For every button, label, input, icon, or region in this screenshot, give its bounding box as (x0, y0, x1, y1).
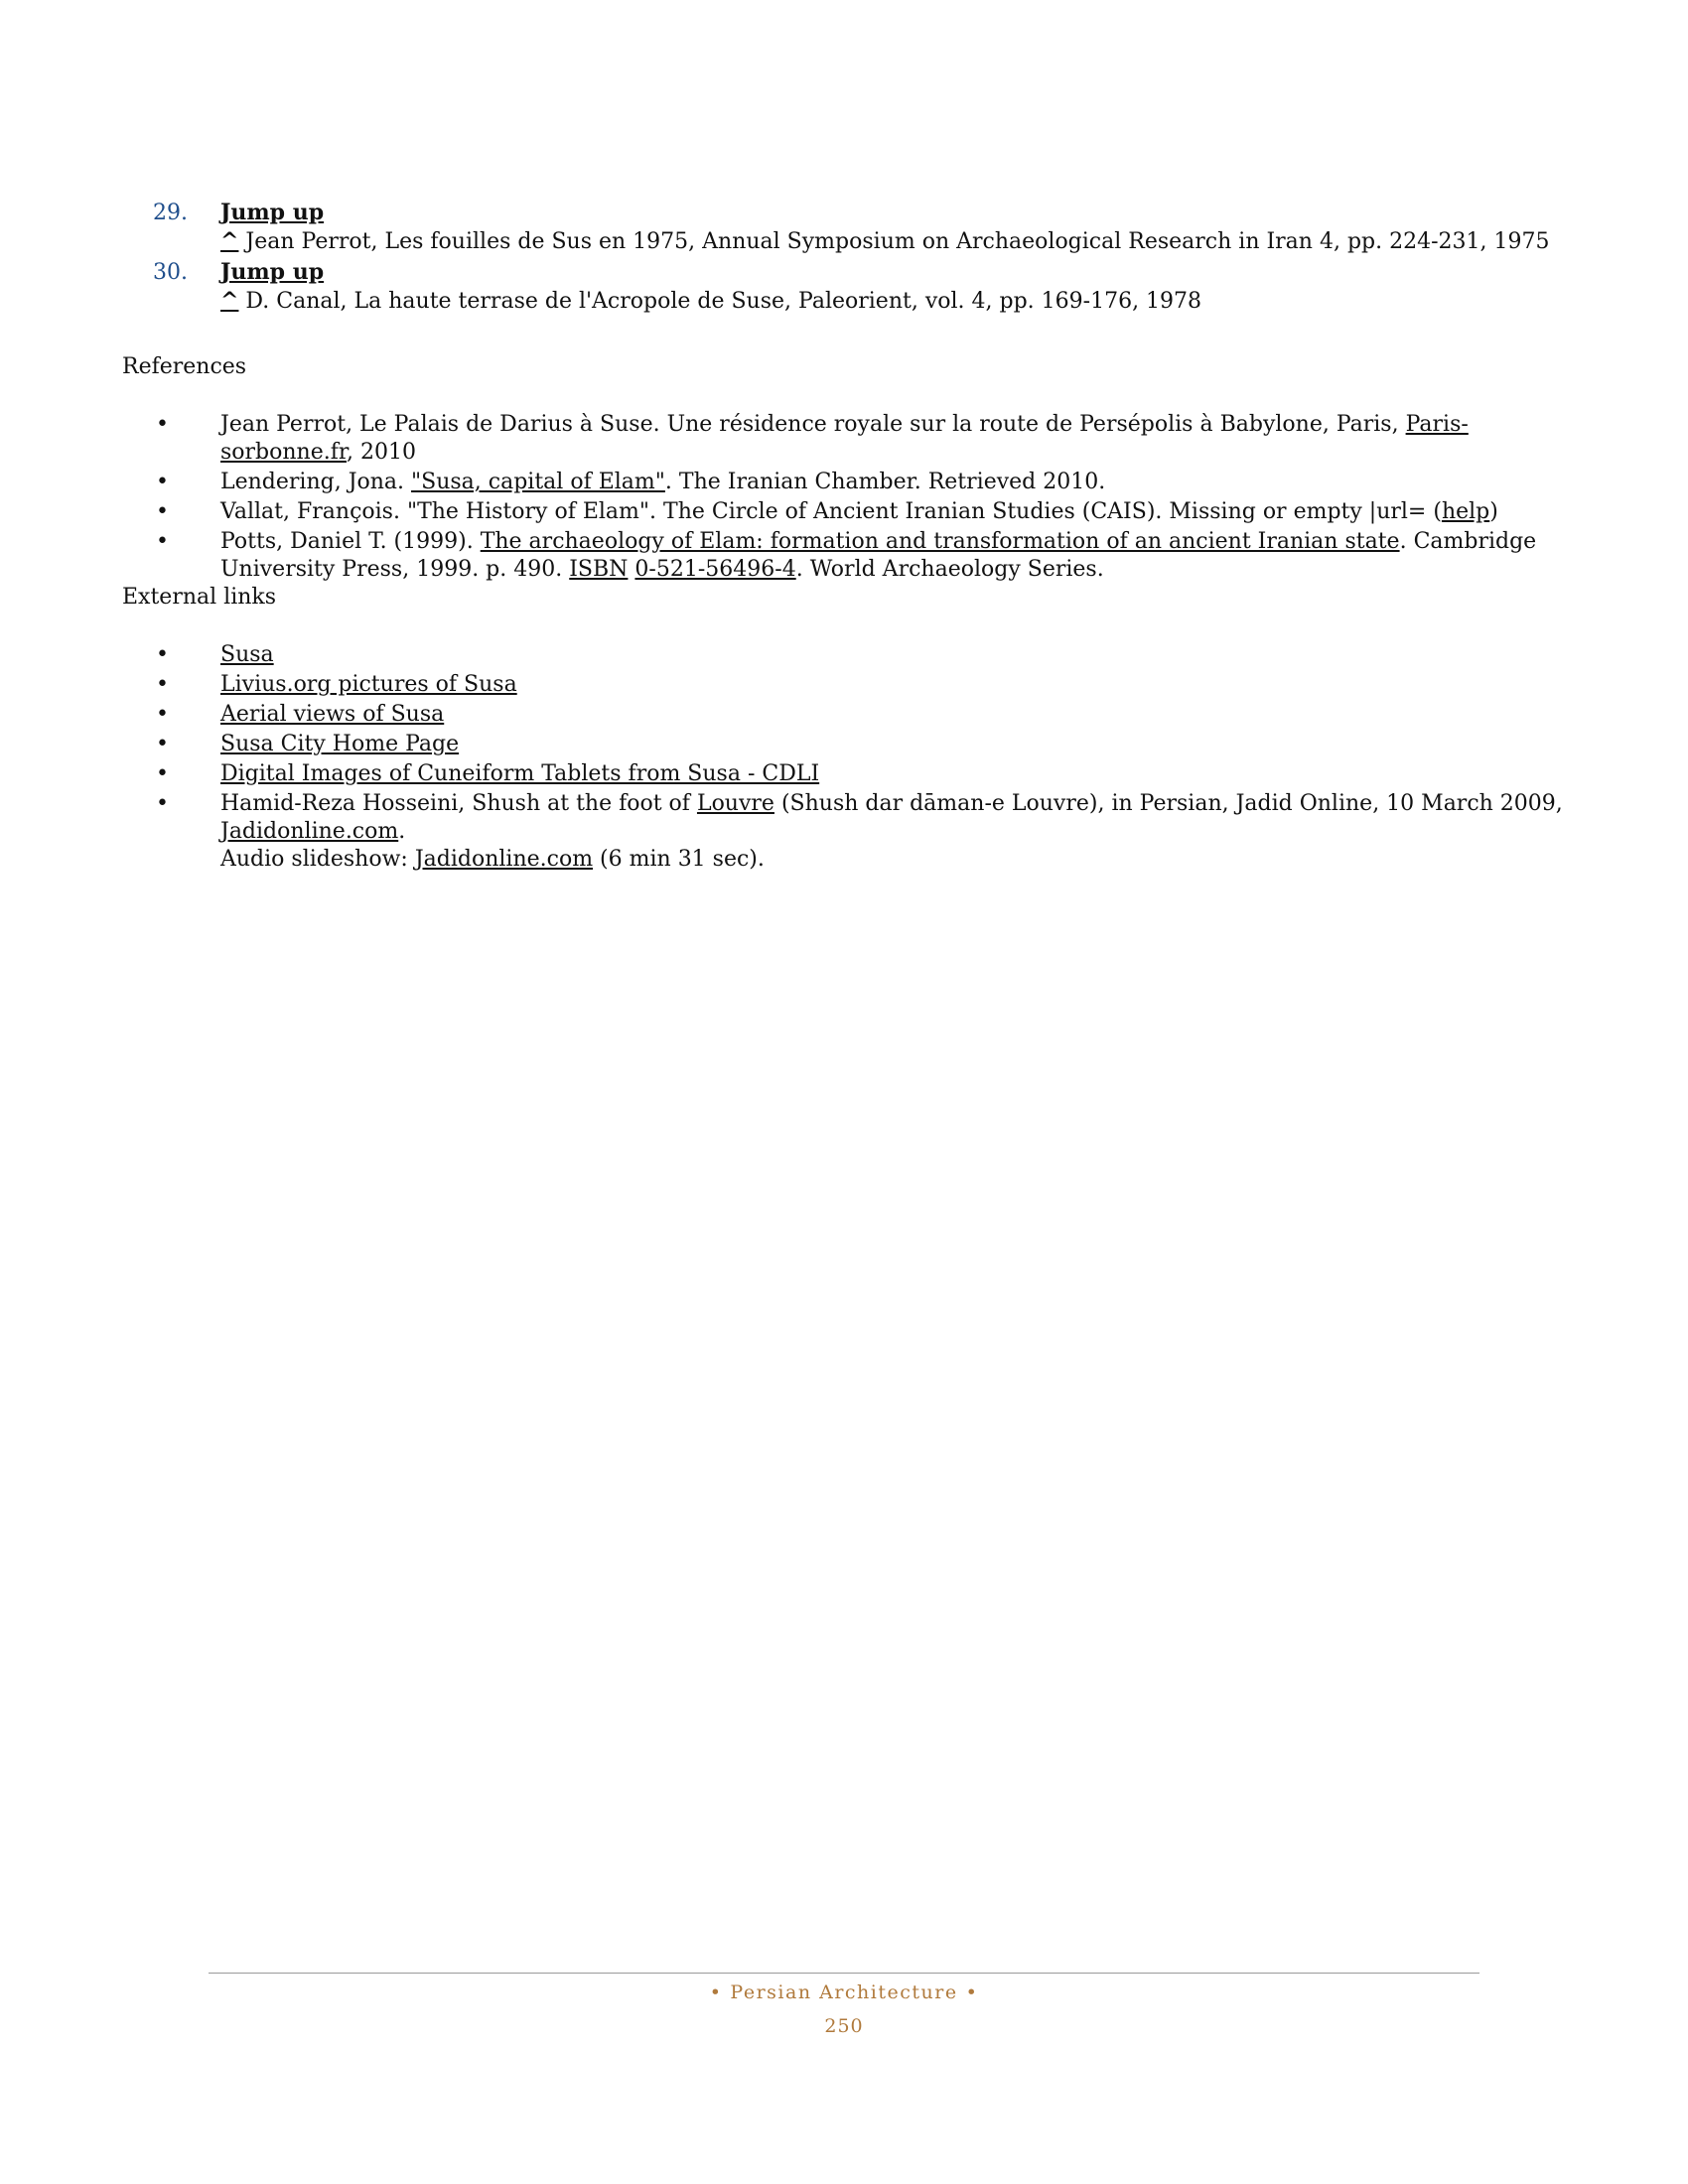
paris-sorbonne-link[interactable]: Paris-sorbonne.fr (220, 412, 1469, 465)
bullet-icon: • (156, 529, 169, 554)
archaeology-of-elam-link[interactable]: The archaeology of Elam: formation and transformation of an ancient Iranian state (480, 529, 1400, 554)
jump-up-link[interactable]: Jump up (220, 200, 325, 225)
bullet-icon: • (156, 672, 169, 697)
external-links-heading: External links (122, 585, 277, 610)
external-link-item (149, 790, 1579, 874)
external-link-item (149, 731, 1579, 758)
susa-link[interactable]: Susa (220, 642, 274, 667)
reference-text: Potts, Daniel T. (1999). (220, 529, 481, 554)
reference-item (149, 498, 1579, 526)
louvre-link[interactable]: Louvre (696, 791, 774, 816)
bullet-icon: • (156, 642, 169, 667)
footnote-number: 30. (153, 260, 188, 285)
reference-item (149, 411, 1579, 467)
livius-pictures-link[interactable]: Livius.org pictures of Susa (220, 672, 517, 697)
audio-slideshow-duration: (6 min 31 sec). (593, 847, 765, 872)
footnote-29 (149, 199, 1579, 256)
external-link-text: Hamid-Reza Hosseini, Shush at the foot of (220, 791, 697, 816)
footnote-text: Jean Perrot, Les fouilles de Sus en 1975, Annual Symposium on Archaeological Research in Iran 4, pp. 224-231, 1975 (238, 229, 1550, 254)
external-link-text: . (398, 819, 406, 844)
reference-item (149, 469, 1579, 496)
backref-caret-link[interactable]: ^ (220, 288, 239, 314)
bullet-icon: • (156, 732, 169, 756)
reference-text: Jean Perrot, Le Palais de Darius à Suse. Une résidence royale sur la route de Persépolis à Babylone, Paris, (220, 412, 1406, 437)
jump-up-link[interactable]: Jump up (220, 259, 325, 285)
footer-book-title: Persian Architecture (730, 1981, 958, 2003)
jadidonline-link[interactable]: Jadidonline.com (220, 819, 399, 844)
footer-title (0, 1981, 1688, 2003)
jadidonline-audio-link[interactable]: Jadidonline.com (414, 847, 594, 872)
reference-text: . World Archaeology Series. (795, 557, 1104, 582)
backref-caret-link[interactable]: ^ (220, 228, 239, 254)
audio-slideshow-label: Audio slideshow: (220, 847, 415, 872)
help-link[interactable]: help (1441, 499, 1490, 524)
footnote-number: 29. (153, 201, 188, 225)
references-list (149, 411, 1579, 586)
bullet-icon: • (156, 702, 169, 727)
footer-dot-icon: • (709, 1981, 723, 2003)
external-links-list (149, 641, 1579, 876)
external-link-item (149, 701, 1579, 729)
isbn-number-link[interactable]: 0-521-56496-4 (634, 557, 796, 582)
susa-city-home-page-link[interactable]: Susa City Home Page (220, 732, 460, 756)
footnote-30 (149, 258, 1579, 316)
references-heading: References (122, 354, 247, 379)
reference-text: Lendering, Jona. (220, 470, 412, 494)
aerial-views-link[interactable]: Aerial views of Susa (220, 702, 445, 727)
reference-text: Vallat, François. "The History of Elam". The Circle of Ancient Iranian Studies (CAIS). Missing or empty |url= ( (220, 499, 1442, 524)
footnotes-list (149, 199, 1579, 316)
external-link-text: (Shush dar dāman-e Louvre), in Persian, Jadid Online, 10 March 2009, (774, 791, 1563, 816)
reference-text: ) (1489, 499, 1498, 524)
reference-text: . Cambridge University Press, 1999. p. 490. (220, 529, 1537, 582)
reference-text: . The Iranian Chamber. Retrieved 2010. (664, 470, 1106, 494)
bullet-icon: • (156, 470, 169, 494)
external-link-item (149, 671, 1579, 699)
cdli-tablets-link[interactable]: Digital Images of Cuneiform Tablets from Susa - CDLI (220, 761, 820, 786)
reference-item (149, 528, 1579, 584)
susa-capital-of-elam-link[interactable]: "Susa, capital of Elam" (411, 470, 665, 494)
footnote-text: D. Canal, La haute terrase de l'Acropole de Suse, Paleorient, vol. 4, pp. 169-176, 1978 (238, 289, 1202, 314)
bullet-icon: • (156, 412, 169, 437)
bullet-icon: • (156, 761, 169, 786)
bullet-icon: • (156, 499, 169, 524)
page-number: 250 (824, 2015, 864, 2037)
external-link-item (149, 641, 1579, 669)
footer-divider (209, 1973, 1479, 1974)
footer-dot-icon: • (965, 1981, 979, 2003)
external-link-item (149, 760, 1579, 788)
bullet-icon: • (156, 791, 169, 816)
reference-text: , 2010 (346, 440, 416, 465)
isbn-link[interactable]: ISBN (569, 557, 629, 582)
